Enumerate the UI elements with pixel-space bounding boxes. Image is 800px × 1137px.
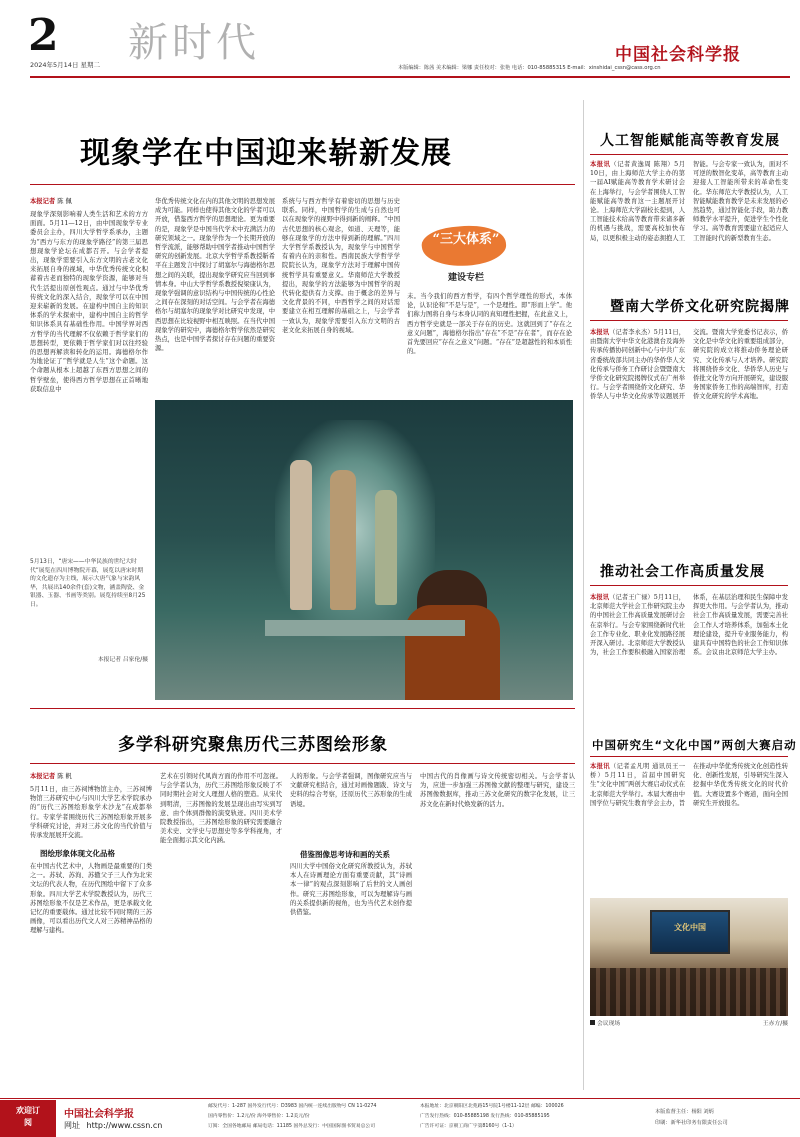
- masthead-rule: [30, 76, 790, 78]
- figurine-1: [290, 460, 312, 610]
- bottom-col-3b: 四川大学中国俗文化研究所教授认为，苏轼本人在诗画理论方面有重要贡献，其“诗画本一律”的观点深刻影响了后世的文人画创作。研究三苏图绘形象，可以为理解诗与画的关系提供新的视角，也为当代艺术创作提供借鉴。: [290, 863, 412, 917]
- art4-text: [590, 762, 788, 894]
- bottom-col-3a: 人的形象。与会学者强调，图像研究应当与文献研究相结合，通过对画像题跋、诗文与史料的综合考察，还原历代三苏形象的生成语境。: [290, 773, 412, 808]
- lead-rule: [30, 184, 575, 185]
- bottom-byline-name: 陈 帆: [57, 773, 72, 780]
- caption-square-icon: [590, 1020, 595, 1025]
- footer-pub-line-3: 订阅：全国各地邮局 邮局电话：11185 国外总发行：中国国际图书贸易总公司: [208, 1124, 376, 1129]
- lead-photo-credit: 本报记者 吕家伦/摄: [97, 657, 148, 663]
- conference-photo-credit: 王赤方/摄: [762, 1021, 788, 1027]
- art1-headline: 人工智能赋能高等教育发展: [600, 133, 780, 149]
- art2-headline: 暨南大学侨文化研究院揭牌: [610, 299, 790, 315]
- page-number: 2: [28, 10, 59, 61]
- art4-byline-prefix: 本报讯: [590, 763, 610, 770]
- lead-byline-prefix: 本报记者: [30, 198, 56, 205]
- stage-screen-text: 文化中国: [674, 923, 706, 932]
- art2-body: （记者李永杰）5月11日，由暨南大学中华文化港澳台及海外传承传播协同创新中心与中共广东省委统战部共同主办的华侨华人文化传承与侨务工作研讨会暨暨南大学侨文化研究院揭牌仪式在广州举行。与会学者围绕侨文化研究、华侨华人与中华文化传承等议题展开交流。暨南大学党委书记表示，侨文化是中华文化的重要组成部分，研究院的成立将推动侨务理论研究、文化传承与人才培养。研究院将围绕侨乡文化、华侨华人历史与侨批文化等方向开展研究，建设服务国家侨务工作的高端智库，打造侨文化研究的学术高地。: [590, 329, 788, 401]
- footer-address-line-1: 本报地址：北京朝阳区北苑路15号院1号楼11-12层 邮编：100026: [420, 1104, 564, 1109]
- lead-col-2: 华优秀传统文化在内的其他文明的思想发展成为可能。同样也使得其他文化的学者可以开放，借鉴西方哲学的思想理论。更为重要的是，现象学是中国当代学术中充满活力的研究领域之一。现象学作为一个长期开放的哲学流派，能够帮助中国学者推动中国哲学研究的创新发展。北京大学哲学系教授靳希平在主题发言中探讨了胡塞尔与海德格尔思想之间的关联，提出现象学研究应当回到事情本身。中山大学哲学系教授倪梁康认为，现象学强调的意识结构与中国传统的心性论之间存在深刻的对话空间。与会学者在海德格尔与胡塞尔的现象学对比研究中发现，中西思想在比较视野中相互映照。在当代中国现象学的研究中，海德格尔哲学依然是研究热点，也是中国学者探讨存在问题的重要资源。: [155, 198, 275, 353]
- footer-subscribe-box: [0, 1100, 56, 1137]
- art3-headline: 推动社会工作高质量发展: [600, 564, 765, 580]
- bottom-headline-rule: [30, 763, 575, 764]
- footer-url-row: [64, 1120, 162, 1131]
- staff-line: 本版编辑：陈茜 美术编辑：梁娜 责任校对：张艳 电话：010-85885315 E-mail：xinshidai_cssn@cass.org.cn: [398, 65, 661, 71]
- art1-text: [590, 160, 788, 282]
- footer-address-info: [420, 1102, 640, 1132]
- bottom-subhead-2: 借鉴图像思考诗和画的关系: [300, 850, 390, 859]
- footer-supervisor: 本版监督主任：杨阳 刘炳: [655, 1109, 714, 1115]
- art1-rule: [590, 154, 788, 155]
- lead-byline-name: 陈 佩: [57, 198, 72, 205]
- footer-printer: 印刷：新华社印务有限责任公司: [655, 1120, 728, 1126]
- bottom-article-top-rule: [30, 708, 575, 709]
- three-systems-badge: [418, 220, 510, 286]
- paper-logo: 中国社会科学报: [615, 45, 741, 65]
- conference-photo: [590, 898, 788, 1016]
- footer-pub-line-2: 国内零售价：1.2元/份 海外零售价：1.2美元/份: [208, 1114, 310, 1119]
- badge-subtitle: 建设专栏: [448, 273, 485, 283]
- lead-photo-caption: 5月13日，“唐宋——中华民族的世纪大时代”展览在四川博物院开幕，展览以唐宋时期的文化遗存为主线，展示大唐气象与宋韵风华，共展出140余件(套)文物，涵盖陶瓷、金银器、玉器、书画等类别。展览持续至8月25日。: [30, 559, 146, 608]
- figurine-2: [330, 470, 356, 610]
- bottom-col-1b: 在中国古代艺术中，人物画是最重要的门类之一。苏轼、苏洵、苏辙父子三人作为北宋文坛的代表人物，在历代图绘中留下了众多形象。四川大学艺术学院教授认为，历代三苏图绘形象不仅是艺术作品，更是承载文化记忆的重要载体。通过比较不同时期的三苏画像，可以看出历代文人对三苏精神品格的理解与建构。: [30, 863, 152, 935]
- art3-body: （记者王广禄）5月11日，北京师范大学社会工作研究院主办的中国社会工作高质量发展研讨会在京举行。与会专家围绕新时代社会工作专业化、职业化发展路径展开深入研讨。北京师范大学教授认为，社会工作要积极融入国家治理体系，在基层治理和民生保障中发挥更大作用。与会学者认为，推动社会工作高质量发展，需要完善社会工作人才培养体系，加强本土化理论建设，提升专业服务能力，构建具有中国特色的社会工作知识体系。会议由北京师范大学主办。: [590, 594, 788, 657]
- display-pedestal: [265, 620, 465, 636]
- badge-title: “三大体系”: [432, 232, 500, 247]
- art1-byline-prefix: 本报讯: [590, 161, 611, 168]
- lead-col-3: 系统与与西方哲学有着密切的思想与历史联系。同样，中国哲学的生成与自然也可以在现象学的视野中得到新的阐释。“中国古代思想的核心观念，如道、天理等，能够在现象学的方法中得到新的理解。”四川大学哲学系教授认为，现象学与中国哲学有着内在的亲和性。西南民族大学哲学学院院长认为，现象学方法对于理解中国传统哲学具有重要意义。华南师范大学教授提出，现象学的方法能够为中国哲学的现代转化提供有力支撑。由于概念的差异与文化背景的不同，中西哲学之间的对话需要建立在相互理解的基础之上，与会学者一致认为，现象学需要引入东方文明的古老文化来拓展自身的视域。: [282, 198, 400, 334]
- date-line: 2024年5月14日 星期二: [30, 61, 101, 69]
- art2-text: [590, 328, 788, 550]
- bottom-col-2: 艺术在引领时代风尚方面的作用不可忽视。与会学者认为，历代三苏图绘形象反映了不同时期社会对文人理想人格的塑造。从宋代到明清，三苏图像的发展呈现出由写实到写意、由个体到群像的演变轨迹。四川美术学院教授指出，三苏图绘形象的研究需要融合美术史、文学史与思想史等多学科视角，才能全面揭示其文化内涵。: [160, 773, 282, 845]
- audience-rows: [590, 968, 788, 1016]
- footer-url[interactable]: http://www.cssn.cn: [86, 1121, 163, 1130]
- footer-address-line-3: 广告许可证：京朝工商广字第8160号（1-1）: [420, 1124, 517, 1129]
- art2-rule: [590, 320, 788, 321]
- footer-paper-name: 中国社会科学报: [64, 1109, 134, 1120]
- art1-body: （记者黄逸周 陈翔）5月10日，由上海师范大学主办的第一届AI赋能高等教育学术研讨会在上海举行，与会学者围绕人工智能赋能高等教育这一主题展开讨论。上海师范大学副校长提到，人工智能技术给高等教育带来诸多新的机遇与挑战，需要高校加快布局，以更积极主动的姿态拥抱人工智能。与会专家一致认为，面对不可逆的数智化变革，高等教育主动迎接人工智能所带来的革命性变化。华东师范大学教授认为，人工智能赋能教育教学是未来发展的必然趋势，通过智能化手段，助力教师教学水平提升，促进学生个性化学习。高等教育需要建立起适应人工智能时代的新型教育生态。: [590, 161, 788, 242]
- footer-address-line-2: 广告发行热线：010-85885198 发行热线：010-85885195: [420, 1114, 550, 1119]
- lead-byline: [30, 197, 148, 206]
- footer-url-label: 网址: [64, 1121, 80, 1130]
- footer-subscribe-label: 欢迎订阅: [16, 1106, 40, 1127]
- section-title: 新时代: [128, 20, 260, 66]
- footer-rule: [0, 1098, 800, 1099]
- bottom-byline-prefix: 本报记者: [30, 773, 56, 780]
- footer-pub-line-1: 邮发代号：1-287 国外发行代号：D3983 国内统一连续出版物号 CN 11-0274: [208, 1104, 377, 1109]
- masthead: [0, 0, 800, 84]
- art3-byline-prefix: 本报讯: [590, 594, 610, 601]
- footer-print-info: [655, 1107, 795, 1129]
- conference-caption-text: 会议现场: [597, 1021, 621, 1027]
- art2-byline-prefix: 本报讯: [590, 329, 610, 336]
- bottom-subhead-1: 图绘形象体现文化品格: [40, 849, 115, 858]
- bottom-headline: 多学科研究聚焦历代三苏图绘形象: [118, 735, 388, 755]
- lead-col-4: 未。当今我们的西方哲学，有四个哲学理性的形式，本体论，认识论和“不是与是”，一个是理性。即“形而上学”。他们称力图将自身与本身认同的真知理性把握，在此意义上，西方哲学史就是一部关于存在的历史。这就回到了“存在之意义问题”，海德格尔指出“存在”不是“存在者”，而存在论首先要回应“存在之意义”问题。“存在”是超越性的和本质性的。: [407, 293, 572, 356]
- footer-pub-info: [208, 1102, 418, 1132]
- lead-photo-museum: [155, 400, 573, 700]
- bottom-col-1a: 5月11日，由三苏祠博物馆主办，三苏祠博物馆三苏研究中心与四川大学艺术学院承办的“历代三苏图绘形象学术沙龙”在成都举行。专家学者围绕历代三苏图绘形象开展多学科研究讨论，并对三苏文化的当代价值与传承发展展开交流。: [30, 786, 152, 840]
- bottom-byline: [30, 772, 152, 781]
- art4-headline: 中国研究生“文化中国”两创大赛启动: [592, 738, 797, 752]
- figurine-3: [375, 490, 397, 605]
- conference-photo-caption: [590, 1020, 788, 1029]
- lead-col-1: 现象学深刻影响着人类生活和艺术的方方面面。5月11—12日，由中国现象学专业委员会主办，四川大学哲学系承办，主题为“西方与东方的现象学路径”的第三届思想现象学论坛在成都召开。与会学者提出，现象学需要引入东方文明的古老文化来拓展自身的视域，中华优秀传统文化积蓄着古老而独特的现象学资源，能够对当代生活提出原创性观点。通过与中华优秀传统文化的深入结合，现象学可以在中国迎来崭新的发展。在建构中国自主的知识体系的学术探索中，建构中国自主的哲学知识体系具有基础性作用。中国学界对西方哲学的当代理解不仅依赖于哲学家们的思想转型，更依赖于哲学家们对以往经验的思想再解读和转化的运用。海德格尔作为地论证了“哲学就是人生”这个命题。这个命题从根本上超越了东西方思想之间的哲学壁垒，使得西方哲学思想在正首晰地获取信息中: [30, 211, 148, 393]
- art3-rule: [590, 585, 788, 586]
- right-column-divider: [583, 100, 584, 1090]
- lead-headline: 现象学在中国迎来崭新发展: [80, 136, 452, 171]
- art4-body: （记者孟凡明 通讯员王一桥）5月11日，首届中国研究生“文化中国”两创大赛启动仪式在北京师范大学举行。本届大赛由中国学位与研究生教育学会主办，旨在推动中华优秀传统文化创造性转化、创新性发展，引导研究生深入挖掘中华优秀传统文化的时代价值。大赛设置多个赛道，面向全国研究生开放报名。: [590, 763, 788, 807]
- art4-rule: [590, 756, 788, 757]
- bottom-col-4: 中国古代的肖像画与诗文传统密切相关。与会学者认为，应进一步加强三苏图像文献的整理与研究，建设三苏图像数据库，推动三苏文化研究的数字化发展，让三苏文化在新时代焕发新的活力。: [420, 773, 575, 808]
- art3-text: [590, 593, 788, 721]
